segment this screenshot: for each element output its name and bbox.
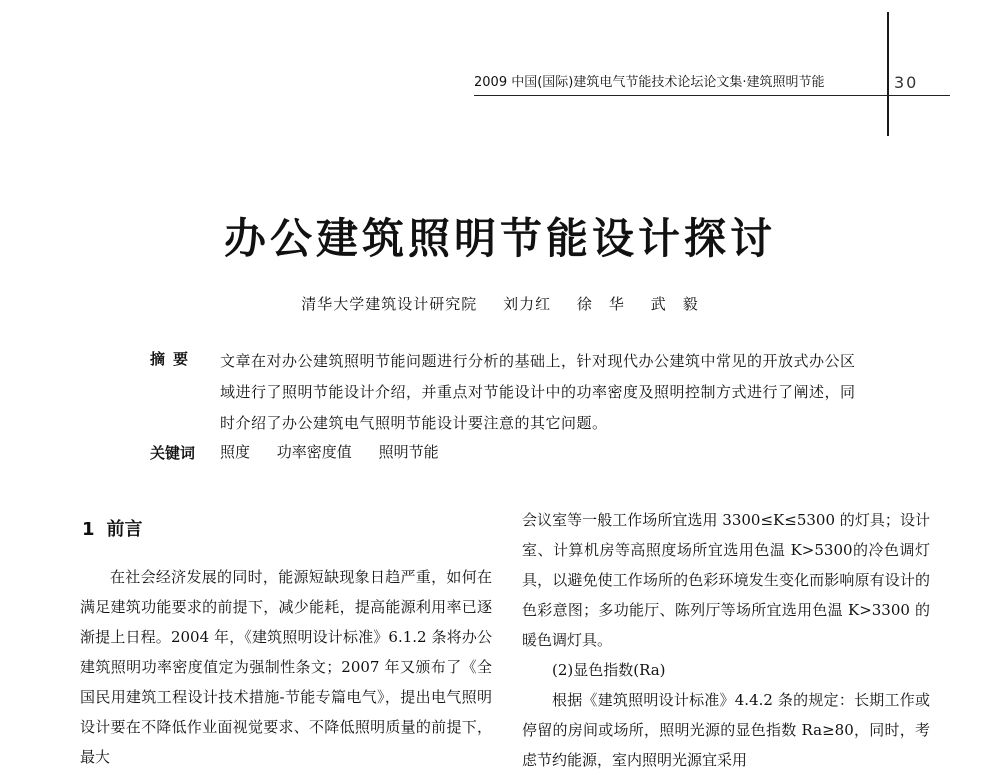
page-number: 30 (894, 73, 919, 92)
author-name: 徐 华 (576, 295, 625, 313)
subsection-heading: (2)显色指数(Ra) (552, 661, 666, 679)
section-number: 1 (82, 519, 95, 540)
body-paragraph: 根据《建筑照明设计标准》4.4.2 条的规定：长期工作或停留的房间或场所，照明光源的显色指数 Ra≥80，同时，考虑节约能源，室内照明光源宜采用 (522, 691, 930, 769)
keywords-label: 关键词 (150, 444, 196, 462)
keyword: 照明节能 (378, 443, 439, 461)
author-line (0, 294, 1000, 314)
section-title: 前言 (106, 519, 143, 540)
body-paragraph: 会议室等一般工作场所宜选用 3300≤K≤5300 的灯具；设计室、计算机房等高照度场所宜选用色温 K>5300的冷色调灯具，以避免使工作场所的色彩环境发生变化而影响原有设计的色彩意图；多功能厅、陈列厅等场所宜选用色温 K>3300 的暖色调灯具。 (522, 511, 930, 649)
left-column (80, 510, 492, 772)
paper-title: 办公建筑照明节能设计探讨 (223, 214, 776, 263)
keyword: 照度 (220, 443, 251, 461)
author-name: 刘力红 (503, 295, 552, 313)
keywords-list (220, 442, 461, 462)
section-heading (82, 518, 492, 542)
author-name: 武 毅 (650, 295, 699, 313)
abstract-label: 摘要 (150, 350, 197, 368)
body-paragraph: 在社会经济发展的同时，能源短缺现象日趋严重，如何在满足建筑功能要求的前提下，减少能耗，提高能源利用率已逐渐提上日程。2004 年，《建筑照明设计标准》6.1.2 条将办公建筑照明功率密度值定为强制性条文；2007 年又颁布了《全国民用建筑工程设计技术措施-节能专篇电气》，提出电气照明设计要在不降低作业面视觉要求、不降低照明质量的前提下，最大 (80, 568, 492, 766)
keyword: 功率密度值 (276, 443, 352, 461)
abstract-text: 文章在对办公建筑照明节能问题进行分析的基础上，针对现代办公建筑中常见的开放式办公区域进行了照明节能设计介绍，并重点对节能设计中的功率密度及照明控制方式进行了阐述，同时介绍了办公建筑电气照明节能设计要注意的其它问题。 (220, 352, 856, 432)
running-head: 2009 中国(国际)建筑电气节能技术论坛论文集·建筑照明节能 (474, 75, 825, 90)
header-rule (474, 95, 950, 96)
right-column (522, 505, 930, 775)
affiliation: 清华大学建筑设计研究院 (301, 295, 478, 313)
